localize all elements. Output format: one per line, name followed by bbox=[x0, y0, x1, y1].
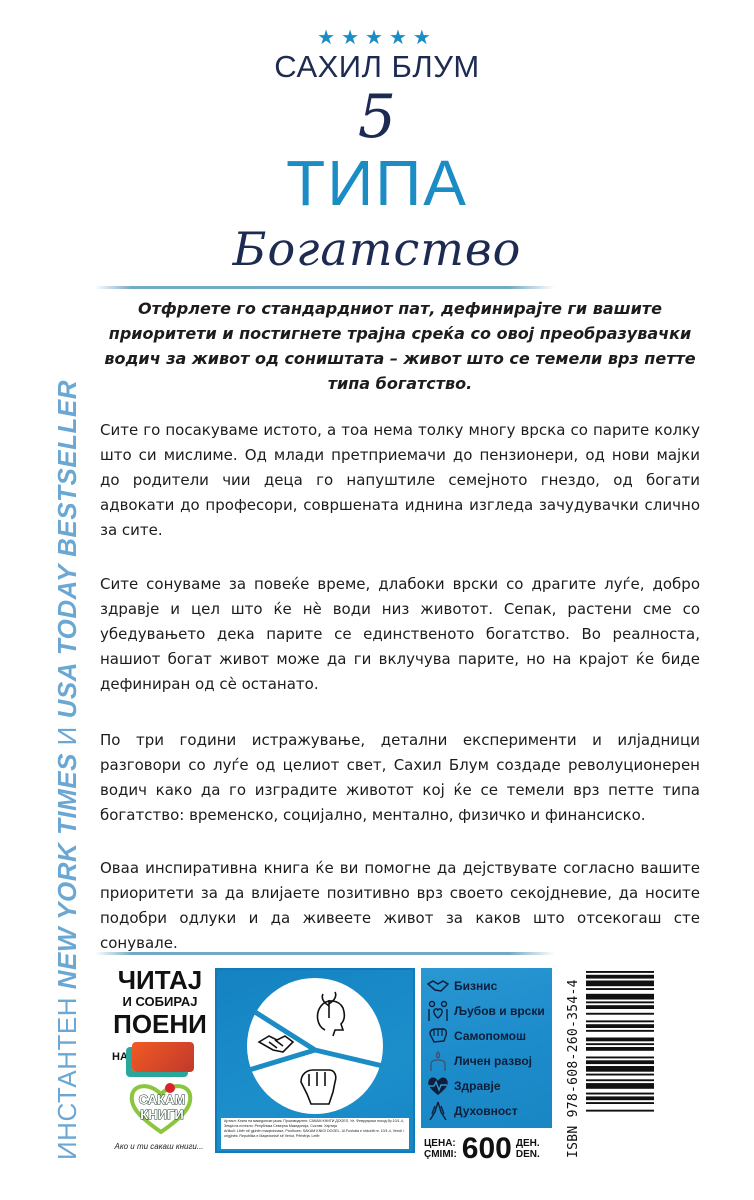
barcode-bar bbox=[586, 1074, 654, 1076]
barcode-bar bbox=[586, 994, 654, 1000]
barcode-bar bbox=[586, 1030, 654, 1032]
legal-text-sq: Artikull: Libër në gjuhën maqedonase, Prodhues: SAKAM KNIGI DOOEL, Ul.Fushata e shkurtit nr. 10/1-4, Vendi i origjinës: Republika e Maqedonisë së Veriut, Përbërja: Letër bbox=[224, 1129, 404, 1138]
praying-hands-icon bbox=[427, 1100, 449, 1122]
isbn-number: ISBN 978-608-260-354-4 bbox=[566, 979, 581, 1158]
barcode-bar bbox=[586, 1093, 654, 1095]
legal-text-mk: Артикл: Книга на македонски јазик, Производител: САКАМ КНИГИ ДООЕЛ, Ул. Февруарски поход бр.10/1-4, Земја на потекло: Република Северна Македонија, Состав: Хартија bbox=[224, 1119, 404, 1128]
barcode-bar bbox=[586, 1047, 654, 1051]
barcode-bar bbox=[586, 1066, 654, 1072]
bestseller-banner bbox=[52, 380, 82, 1160]
currency-sq: DEN. bbox=[515, 1149, 540, 1160]
price-label-sq: ÇMIMI: bbox=[424, 1149, 457, 1160]
title-word-wealth: Богатство bbox=[232, 222, 522, 276]
barcode-bar bbox=[586, 1038, 654, 1042]
barcode-bar bbox=[586, 1060, 654, 1064]
barcode-bar bbox=[586, 1024, 654, 1028]
barcode-bar bbox=[586, 1005, 654, 1009]
category-item bbox=[427, 1099, 518, 1123]
barcode-bar bbox=[586, 1057, 654, 1059]
couple-heart-icon bbox=[427, 1000, 449, 1022]
category-item bbox=[427, 1074, 501, 1098]
product-legal-info bbox=[221, 1118, 409, 1149]
title-number: 5 bbox=[357, 82, 397, 152]
barcode-bar bbox=[586, 1110, 654, 1112]
category-label: Самопомош bbox=[454, 1029, 527, 1043]
body-paragraph: Сите сонуваме за повеќе време, длабоки врски со драгите луѓе, добро здравје и цел што ќе нè води низ животот. Сепак, растени сме со убедувањето дека парите се единственото богатство. Во реалноста, нашиот богат живот може да ги вклучува парите, но на крајот ќе биде дефиниран од сè останато. bbox=[100, 575, 700, 693]
barcode-bar bbox=[586, 1013, 654, 1015]
handshake-icon bbox=[427, 975, 449, 997]
barcode-bar bbox=[586, 1096, 654, 1100]
barcode-bar bbox=[586, 981, 654, 987]
currency-mk: ДЕН. bbox=[515, 1138, 540, 1149]
barcode-icon bbox=[586, 971, 654, 1155]
genre-categories bbox=[421, 968, 552, 1128]
category-label: Бизнис bbox=[454, 979, 498, 993]
barcode-bar bbox=[586, 975, 654, 979]
body-paragraph: Оваа инспиративна книга ќе ви помогне да дејствувате согласно вашите приоритети за да влијаете позитивно врз своето секојдневие, да носите подобри одлуки и да живеете живот за каков што отсекогаш сте сонувале. bbox=[100, 859, 700, 952]
price-tag bbox=[424, 1133, 540, 1165]
category-item bbox=[427, 974, 497, 998]
category-label: Здравје bbox=[454, 1079, 501, 1093]
body-paragraph: По три години истражување, детални експерименти и илјадници разговори со луѓе од целиот свет, Сахил Блум создаде револуционерен водич како да го изградите животот кој ќе се темели врз петте типа богатство: временско, социјално, ментално, физичко и финансиско. bbox=[100, 731, 700, 824]
category-item bbox=[427, 1049, 532, 1073]
barcode-bar bbox=[586, 988, 654, 990]
price-value: 600 bbox=[461, 1132, 512, 1165]
barcode-bar bbox=[586, 971, 654, 973]
promo-line: И СОБИРАЈ bbox=[122, 994, 198, 1009]
body-paragraph: Сите го посакуваме истото, а тоа нема толку многу врска со парите колку што си мислиме. Од млади претприемачи до пензионери, од нови мајки до родители чии деца го напуштиле семејното гнездо, од богати адвокати до професори, совршената иднина изгледа зачудувачки слично за сите. bbox=[100, 421, 700, 539]
barcode-bar bbox=[586, 1083, 654, 1089]
barcode-bar bbox=[586, 1102, 654, 1104]
price-currency bbox=[516, 1138, 540, 1160]
bestseller-conjunction: И bbox=[52, 718, 82, 754]
price-label-mk: ЦЕНА: bbox=[424, 1138, 456, 1149]
promo-line: ПОЕНИ bbox=[113, 1009, 207, 1039]
divider-top bbox=[95, 286, 555, 289]
barcode-bar bbox=[586, 1020, 654, 1022]
rating-stars: ★★★★★ bbox=[317, 25, 437, 49]
title-word-types: ТИПА bbox=[286, 147, 468, 219]
brand-logo-text: САКАМ КНИГИ bbox=[138, 1092, 186, 1122]
bestseller-prefix: ИНСТАНТЕН bbox=[52, 989, 82, 1160]
fist-icon bbox=[427, 1025, 449, 1047]
barcode-bar bbox=[586, 1001, 654, 1003]
category-label: Љубов и врски bbox=[454, 1004, 545, 1018]
category-item bbox=[427, 1024, 526, 1048]
pie-illustration bbox=[217, 970, 413, 1120]
category-label: Духовност bbox=[454, 1104, 518, 1118]
promo-line: НА bbox=[112, 1051, 128, 1063]
lead-blurb: Отфрлете го стандардниот пат, дефинирајте ги вашите приоритети и постигнете трајна среќа со овој преобразувачки водич за живот од соништата – живот што се темели врз петте типа богатство. bbox=[104, 299, 696, 393]
barcode-bar bbox=[586, 1079, 654, 1081]
category-label: Личен развој bbox=[454, 1054, 533, 1068]
brand-tagline: Ако и ти сакаш книги... bbox=[114, 1142, 204, 1151]
growth-person-icon bbox=[427, 1050, 449, 1072]
five-types-pie-graphic bbox=[215, 968, 415, 1153]
heartbeat-icon bbox=[427, 1075, 449, 1097]
usa-today-label: USA TODAY BESTSELLER bbox=[52, 379, 82, 719]
loyalty-card-row bbox=[112, 1040, 208, 1074]
loyalty-promo-logo bbox=[112, 966, 208, 1074]
promo-line: ЧИТАЈ bbox=[117, 965, 203, 995]
nyt-label: NEW YORK TIMES bbox=[52, 753, 82, 990]
loyalty-card-icon bbox=[132, 1042, 194, 1072]
author-name: САХИЛ БЛУМ bbox=[274, 49, 480, 84]
barcode-bar bbox=[586, 1043, 654, 1045]
category-item bbox=[427, 999, 545, 1023]
divider-bottom bbox=[95, 952, 555, 955]
price-labels bbox=[424, 1138, 457, 1160]
